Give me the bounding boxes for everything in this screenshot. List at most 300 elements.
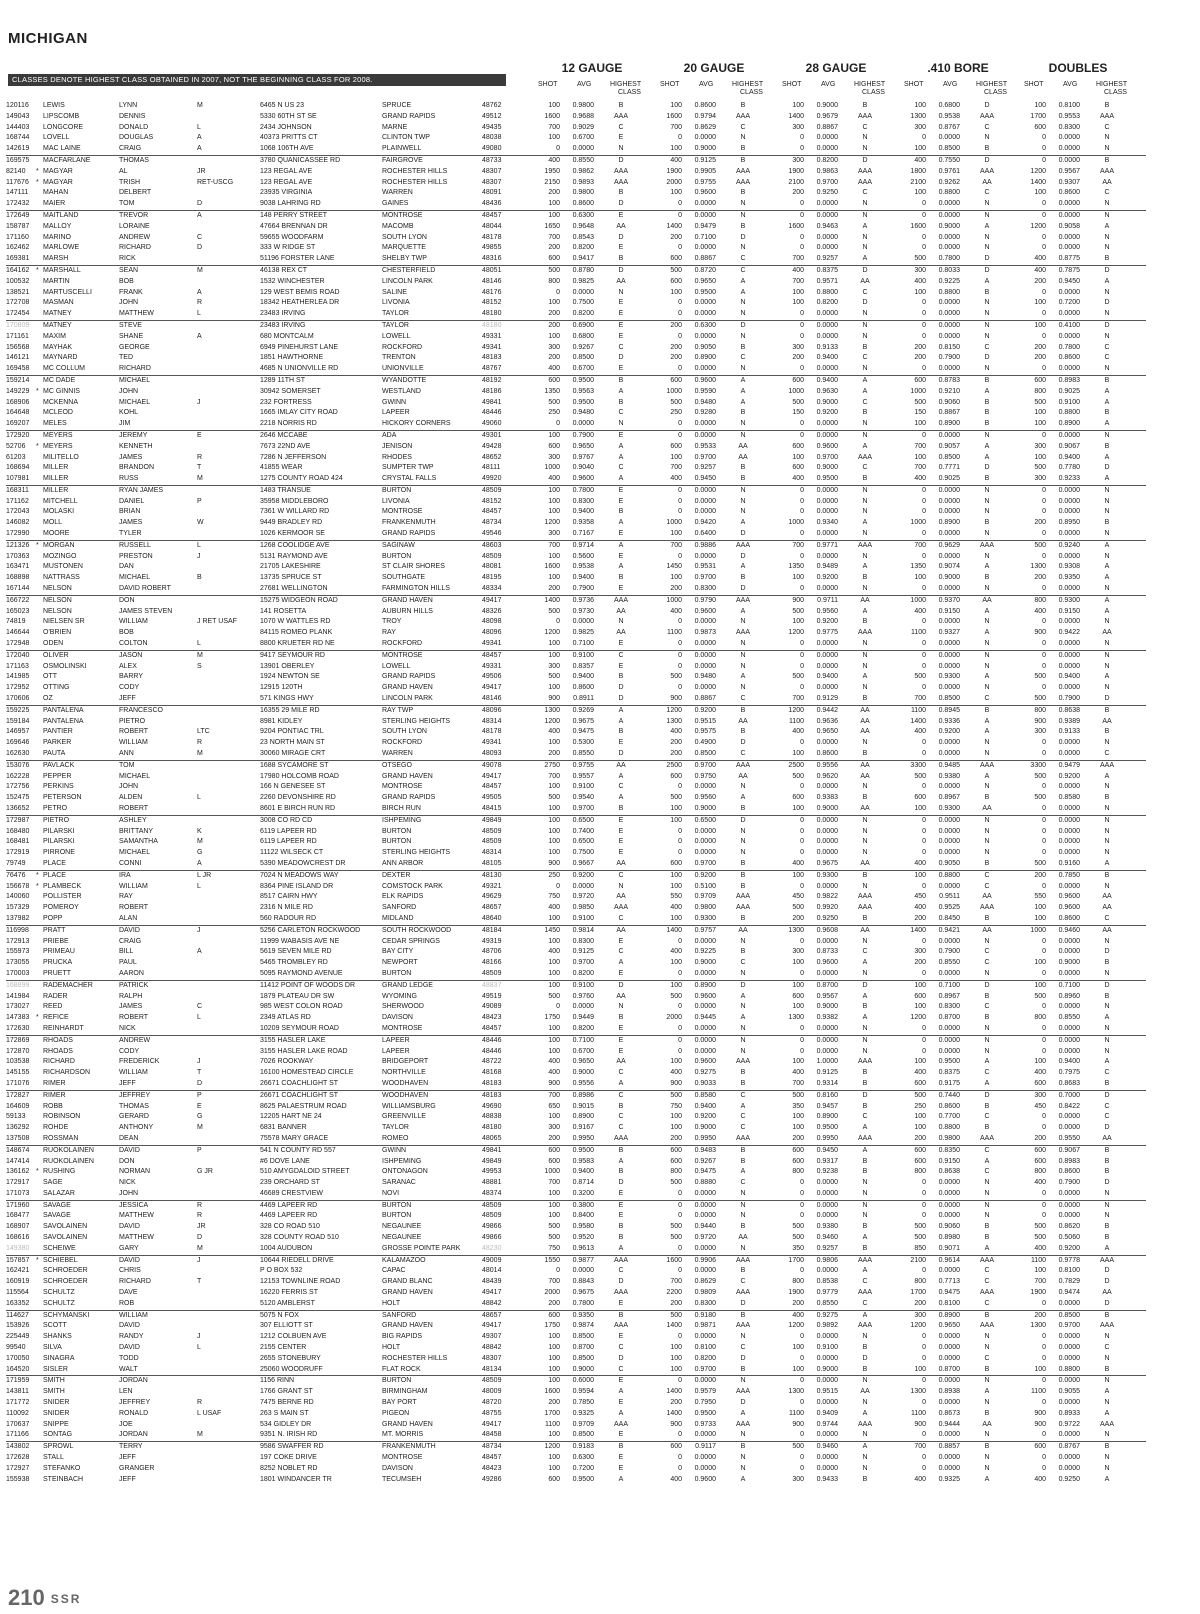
- last-name: STEFANKO: [43, 1464, 81, 1472]
- average: 0.9636: [816, 717, 838, 725]
- member-id: 157329: [6, 904, 30, 912]
- shot-count: 500: [1034, 1234, 1046, 1242]
- highest-class: AA: [982, 893, 992, 901]
- table-row: [6, 298, 1146, 309]
- highest-class: N: [1104, 211, 1110, 219]
- shot-count: 0: [800, 508, 804, 516]
- shot-count: 100: [548, 1344, 560, 1352]
- average: 0.0000: [938, 1189, 960, 1197]
- shot-count: 0: [922, 1431, 926, 1439]
- shot-count: 1900: [788, 167, 804, 175]
- shot-count: 1300: [910, 112, 926, 120]
- last-name: SCHULTZ: [43, 1299, 75, 1307]
- table-row: [6, 442, 1146, 453]
- highest-class: B: [984, 794, 990, 802]
- zip-code: 48195: [482, 574, 502, 582]
- average: 0.0000: [694, 651, 716, 659]
- average: 0.8720: [694, 266, 716, 274]
- average: 0.9500: [694, 1409, 716, 1417]
- highest-class: C: [862, 948, 868, 956]
- zip-code: 48457: [482, 1454, 502, 1462]
- zip-code: 48767: [482, 365, 502, 373]
- average: 0.9550: [1058, 1134, 1080, 1142]
- highest-class: A: [862, 992, 868, 1000]
- table-row: [6, 518, 1146, 529]
- member-id: 159214: [6, 376, 30, 384]
- member-id: 172952: [6, 684, 30, 692]
- highest-class: AA: [860, 761, 870, 769]
- table-row: [6, 463, 1146, 474]
- middle-suffix: D: [197, 244, 203, 252]
- average: 0.8967: [938, 794, 960, 802]
- middle-suffix: JR: [197, 1223, 206, 1231]
- table-row: [6, 1310, 1146, 1322]
- highest-class: AAA: [857, 629, 872, 637]
- average: 0.0000: [816, 1267, 838, 1275]
- street-address: 166 N GENESEE ST: [260, 783, 326, 791]
- average: 0.9100: [572, 981, 594, 989]
- highest-class: N: [1104, 739, 1110, 747]
- average: 0.9421: [938, 926, 960, 934]
- highest-class: N: [1104, 1003, 1110, 1011]
- last-name: RHOADS: [43, 1047, 73, 1055]
- table-row: [6, 507, 1146, 518]
- member-id: 171162: [6, 497, 29, 505]
- highest-class: B: [1104, 959, 1110, 967]
- city: SANFORD: [382, 904, 417, 912]
- shot-count: 0: [800, 145, 804, 153]
- average: 0.0000: [694, 486, 716, 494]
- member-id: 147414: [6, 1157, 30, 1165]
- first-name: JAMES: [119, 1003, 143, 1011]
- zip-code: 49341: [482, 739, 502, 747]
- member-id: 172917: [6, 1179, 30, 1187]
- highest-class: D: [1104, 1179, 1110, 1187]
- average: 0.9071: [938, 1244, 960, 1252]
- highest-class: C: [618, 783, 624, 791]
- highest-class: N: [1104, 1333, 1110, 1341]
- highest-class: N: [984, 530, 990, 538]
- highest-class: N: [1104, 1047, 1110, 1055]
- shot-count: 0: [1042, 651, 1046, 659]
- highest-class: A: [862, 222, 868, 230]
- member-id: 170363: [6, 552, 30, 560]
- shot-count: 900: [670, 695, 682, 703]
- city: GRAND BLANC: [382, 1278, 433, 1286]
- table-row: [6, 815, 1146, 827]
- shot-count: 0: [678, 1431, 682, 1439]
- shot-count: 1950: [544, 167, 560, 175]
- shot-count: 0: [922, 1201, 926, 1209]
- city: BURTON: [382, 1377, 412, 1385]
- shot-count: 700: [670, 123, 682, 131]
- middle-suffix: J RET USAF: [197, 618, 237, 626]
- last-name: NELSON: [43, 585, 72, 593]
- shot-count: 0: [1042, 530, 1046, 538]
- average: 0.9480: [694, 673, 716, 681]
- member-id: 171166: [6, 1431, 29, 1439]
- highest-class: D: [984, 354, 990, 362]
- first-name: DONALD: [119, 123, 149, 131]
- highest-class: A: [740, 1014, 746, 1022]
- shot-count: 700: [1034, 1278, 1046, 1286]
- shot-count: 200: [670, 739, 682, 747]
- average: 0.9600: [694, 1058, 716, 1066]
- city: FLAT ROCK: [382, 1365, 421, 1373]
- highest-class: A: [862, 1311, 868, 1319]
- highest-class: B: [862, 574, 868, 582]
- street-address: 1879 PLATEAU DR SW: [260, 992, 335, 1000]
- middle-suffix: D: [197, 200, 203, 208]
- street-address: 2655 STONEBURY: [260, 1354, 321, 1362]
- table-row: [6, 1178, 1146, 1189]
- street-address: 263 S MAIN ST: [260, 1409, 309, 1417]
- shot-count: 0: [922, 838, 926, 846]
- highest-class: N: [862, 211, 868, 219]
- highest-class: B: [740, 859, 746, 867]
- highest-class: AAA: [979, 1289, 994, 1297]
- average: 0.9755: [572, 761, 594, 769]
- average: 0.9700: [694, 1365, 716, 1373]
- highest-class: N: [740, 684, 746, 692]
- shot-count: 100: [914, 420, 926, 428]
- shot-count: 100: [1034, 409, 1046, 417]
- street-address: 2260 DEVONSHIRE RD: [260, 794, 336, 802]
- shot-count: 0: [1042, 1377, 1046, 1385]
- shot-count: 100: [548, 640, 560, 648]
- highest-class: C: [740, 1124, 746, 1132]
- average: 0.0000: [1058, 497, 1080, 505]
- shot-count: 1300: [666, 717, 682, 725]
- table-row: [6, 320, 1146, 332]
- average: 0.8580: [694, 1091, 716, 1099]
- shot-count: 400: [914, 156, 926, 164]
- highest-class: N: [740, 134, 746, 142]
- last-name: MAXIM: [43, 332, 66, 340]
- last-name: MILLER: [43, 464, 69, 472]
- street-address: 1068 106TH AVE: [260, 145, 314, 153]
- zip-code: 49286: [482, 1475, 502, 1483]
- average: 0.9950: [816, 1134, 838, 1142]
- first-name: RALPH: [119, 992, 143, 1000]
- highest-class: N: [984, 1201, 990, 1209]
- last-name: SCHROEDER: [43, 1278, 88, 1286]
- shot-count: 500: [670, 1091, 682, 1099]
- last-name: PERKINS: [43, 783, 74, 791]
- average: 0.0000: [816, 585, 838, 593]
- average: 0.9500: [572, 376, 594, 384]
- city: BRIDGEPORT: [382, 1058, 429, 1066]
- average: 0.6500: [572, 838, 594, 846]
- highest-class: N: [1104, 684, 1110, 692]
- zip-code: 48509: [482, 838, 502, 846]
- shot-count: 0: [800, 244, 804, 252]
- table-row: [6, 1354, 1146, 1365]
- shot-count: 100: [792, 750, 804, 758]
- shot-count: 200: [914, 354, 926, 362]
- street-address: 7475 BERNE RD: [260, 1399, 314, 1407]
- city: NOVI: [382, 1189, 400, 1197]
- last-name: MAGYAR: [43, 178, 73, 186]
- highest-class: B: [862, 409, 868, 417]
- street-address: 1212 COLBUEN AVE: [260, 1333, 327, 1341]
- highest-class: C: [618, 1069, 624, 1077]
- shot-count: 600: [548, 376, 560, 384]
- first-name: SHANE: [119, 332, 144, 340]
- average: 0.8600: [694, 102, 716, 109]
- shot-count: 0: [1042, 552, 1046, 560]
- shot-count: 900: [548, 1079, 560, 1087]
- shot-count: 0: [678, 783, 682, 791]
- last-name: MARTIN: [43, 277, 70, 285]
- average: 0.0000: [938, 1431, 960, 1439]
- shot-count: 100: [792, 1124, 804, 1132]
- average: 0.9744: [816, 1420, 838, 1428]
- member-id: 156678: [6, 882, 30, 890]
- average: 0.0000: [1058, 1431, 1080, 1439]
- shot-count: 500: [1034, 695, 1046, 703]
- highest-class: N: [984, 1464, 990, 1472]
- highest-class: N: [984, 849, 990, 857]
- member-id: 173055: [6, 959, 30, 967]
- average: 0.0000: [938, 1212, 960, 1220]
- average: 0.9560: [694, 794, 716, 802]
- average: 0.9560: [816, 607, 838, 615]
- shot-count: 0: [678, 244, 682, 252]
- street-address: 1070 W WATTLES RD: [260, 618, 331, 626]
- shot-count: 0: [922, 849, 926, 857]
- average: 0.9067: [1058, 442, 1080, 450]
- highest-class: E: [618, 497, 624, 505]
- shot-count: 700: [792, 255, 804, 263]
- average: 0.0000: [694, 299, 716, 307]
- average: 0.9350: [572, 1311, 594, 1319]
- shot-count: 0: [922, 211, 926, 219]
- average: 0.5600: [572, 552, 594, 560]
- shot-count: 0: [800, 1047, 804, 1055]
- member-id: 137508: [6, 1134, 30, 1142]
- highest-class: E: [618, 739, 624, 747]
- gauge-header: DOUBLES: [1048, 61, 1108, 75]
- highest-class: AAA: [735, 1420, 750, 1428]
- highest-class: B: [618, 1102, 624, 1110]
- highest-class: B: [862, 1475, 868, 1483]
- shot-count: 400: [1034, 255, 1046, 263]
- city: GREENVILLE: [382, 1113, 426, 1121]
- highest-class: A: [984, 717, 990, 725]
- average: 0.9422: [1058, 629, 1080, 637]
- last-name: SINAGRA: [43, 1354, 75, 1362]
- average: 0.9700: [572, 959, 594, 967]
- first-name: WILLIAM: [119, 1069, 148, 1077]
- first-name: MICHAEL: [119, 772, 151, 780]
- highest-class: N: [1104, 332, 1110, 340]
- average: 0.9553: [1058, 112, 1080, 120]
- city: MARNE: [382, 123, 408, 131]
- highest-class: B: [740, 1157, 746, 1165]
- highest-class: AA: [1102, 1134, 1112, 1142]
- average: 0.7167: [572, 530, 594, 538]
- member-id: 169458: [6, 365, 30, 373]
- average: 0.0000: [938, 1344, 960, 1352]
- zip-code: 48307: [482, 1354, 502, 1362]
- average: 0.6300: [572, 1454, 594, 1462]
- average: 0.8160: [816, 1091, 838, 1099]
- street-address: 7024 N MEADOWS WAY: [260, 871, 339, 879]
- highest-class: D: [740, 1399, 746, 1407]
- average: 0.8600: [1058, 914, 1080, 922]
- table-row: [6, 1244, 1146, 1255]
- zip-code: 48509: [482, 486, 502, 494]
- average: 0.0000: [938, 1201, 960, 1209]
- shot-count: 1100: [544, 1420, 560, 1428]
- average: 0.0000: [816, 1189, 838, 1197]
- average: 0.0000: [938, 1024, 960, 1032]
- street-address: 129 WEST BEMIS ROAD: [260, 288, 340, 296]
- last-name: SNIPPE: [43, 1420, 69, 1428]
- average: 0.8867: [816, 123, 838, 131]
- shot-count: 1600: [788, 222, 804, 230]
- average: 0.6800: [572, 332, 594, 340]
- average: 0.9594: [572, 1388, 594, 1396]
- highest-class: N: [1104, 288, 1110, 296]
- zip-code: 49341: [482, 343, 502, 351]
- shot-count: 0: [678, 200, 682, 208]
- table-row: [6, 848, 1146, 859]
- shot-count: 1300: [910, 1388, 926, 1396]
- highest-class: AA: [616, 222, 626, 230]
- highest-class: N: [984, 1179, 990, 1187]
- table-row: [6, 717, 1146, 728]
- first-name: ROBERT: [119, 904, 149, 912]
- average: 0.8300: [1058, 123, 1080, 131]
- average: 0.0000: [694, 1464, 716, 1472]
- average: 0.8300: [694, 585, 716, 593]
- average: 0.0000: [938, 838, 960, 846]
- shot-count: 0: [922, 1377, 926, 1385]
- zip-code: 49519: [482, 992, 502, 1000]
- shot-count: 0: [1042, 508, 1046, 516]
- highest-class: A: [862, 607, 868, 615]
- average: 0.0000: [816, 332, 838, 340]
- shot-count: 500: [1034, 1223, 1046, 1231]
- first-name: KOHL: [119, 409, 139, 417]
- highest-class: AAA: [857, 1322, 872, 1330]
- shot-count: 400: [670, 156, 682, 164]
- average: 0.6500: [572, 816, 594, 824]
- member-id: 136652: [6, 805, 30, 812]
- average: 0.9175: [938, 1079, 960, 1087]
- highest-class: N: [984, 1333, 990, 1341]
- first-name: NICK: [119, 1179, 136, 1187]
- average: 0.7900: [572, 585, 594, 593]
- shot-count: 600: [914, 1079, 926, 1087]
- middle-suffix: A: [197, 211, 202, 219]
- shot-count: 1400: [666, 1322, 682, 1330]
- street-address: 4469 LAPEER RD: [260, 1201, 318, 1209]
- street-address: 1275 COUNTY ROAD 424: [260, 475, 343, 483]
- member-id: 146957: [6, 728, 30, 736]
- shot-count: 0: [922, 1454, 926, 1462]
- average: 0.9761: [938, 167, 960, 175]
- average: 0.9257: [816, 1244, 838, 1252]
- shot-count: 200: [1034, 354, 1046, 362]
- shot-count: 700: [670, 1278, 682, 1286]
- average: 0.7875: [1058, 266, 1080, 274]
- member-id: 172040: [6, 651, 30, 659]
- average: 0.9730: [572, 607, 594, 615]
- highest-class: N: [862, 1179, 868, 1187]
- highest-class: N: [984, 244, 990, 252]
- highest-class: A: [740, 794, 746, 802]
- shot-count: 100: [1034, 1365, 1046, 1373]
- shot-count: 100: [914, 574, 926, 582]
- average: 0.9300: [694, 914, 716, 922]
- gauge-header: 12 GAUGE: [561, 61, 623, 75]
- average: 0.0000: [1058, 508, 1080, 516]
- publication-mark: SSR: [50, 1592, 82, 1607]
- average: 0.0000: [816, 849, 838, 857]
- page-number: 210: [8, 1585, 45, 1610]
- shot-count: 1750: [544, 1014, 560, 1022]
- last-name: SAVOLAINEN: [43, 1234, 88, 1242]
- shot-count: 800: [1034, 706, 1046, 714]
- shot-count: 600: [914, 1146, 926, 1154]
- zip-code: 48640: [482, 914, 502, 922]
- shot-count: 400: [670, 475, 682, 483]
- shot-count: 100: [670, 1344, 682, 1352]
- highest-class: D: [862, 1091, 868, 1099]
- shot-count: 0: [800, 662, 804, 670]
- first-name: AARON: [119, 969, 144, 977]
- member-id: 172987: [6, 816, 30, 824]
- city: AUBURN HILLS: [382, 607, 433, 615]
- shot-count: 900: [792, 596, 804, 604]
- average: 0.0000: [694, 310, 716, 318]
- shot-count: 100: [670, 914, 682, 922]
- highest-class: C: [984, 882, 990, 890]
- highest-class: C: [740, 695, 746, 703]
- shot-count: 0: [1042, 1024, 1046, 1032]
- shot-count: 0: [678, 827, 682, 835]
- shot-count: 100: [548, 1212, 560, 1220]
- average: 0.0000: [816, 1212, 838, 1220]
- life-member-mark: *: [36, 1168, 39, 1176]
- average: 0.9600: [694, 607, 716, 615]
- shot-count: 900: [670, 1079, 682, 1087]
- highest-class: B: [1104, 1146, 1110, 1154]
- shot-count: 800: [1034, 596, 1046, 604]
- highest-class: A: [1104, 222, 1110, 230]
- average: 0.0000: [1058, 1201, 1080, 1209]
- shot-count: 0: [800, 431, 804, 439]
- highest-class: AAA: [735, 1289, 750, 1297]
- shot-count: 400: [1034, 1179, 1046, 1187]
- highest-class: B: [740, 882, 746, 890]
- average: 0.8980: [938, 1234, 960, 1242]
- highest-class: A: [862, 1146, 868, 1154]
- first-name: RICHARD: [119, 244, 151, 252]
- highest-class: AA: [616, 761, 626, 769]
- shot-count: 200: [914, 959, 926, 967]
- last-name: POLLISTER: [43, 893, 82, 901]
- average: 0.0000: [938, 882, 960, 890]
- average: 0.0000: [1058, 1399, 1080, 1407]
- average: 0.9760: [572, 992, 594, 1000]
- shot-count: 2750: [544, 761, 560, 769]
- shot-count: 100: [548, 200, 560, 208]
- city: ST CLAIR SHORES: [382, 563, 445, 571]
